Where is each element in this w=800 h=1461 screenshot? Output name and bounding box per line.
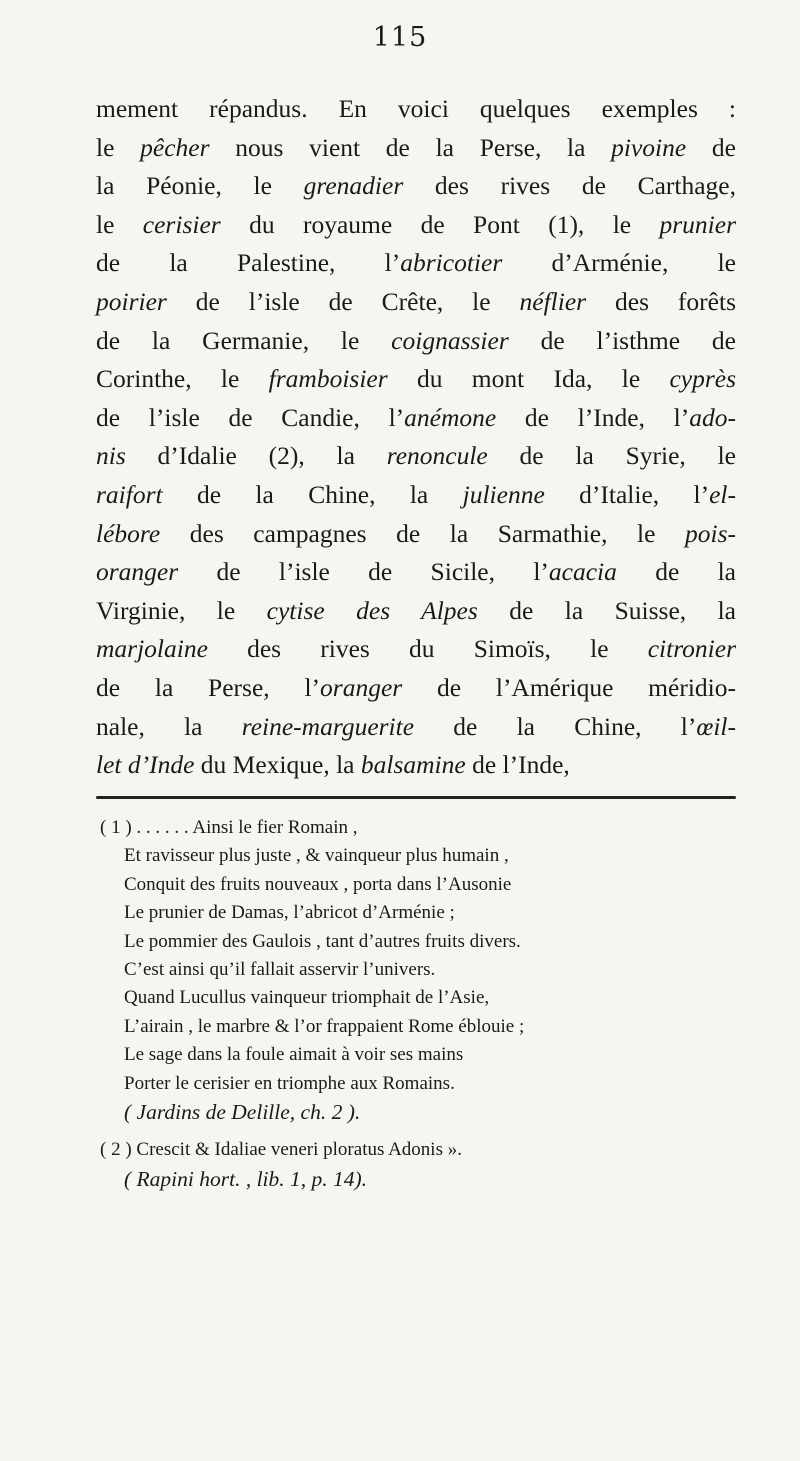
footnotes <box>100 814 740 1193</box>
text-run: des campagnes de la Sarmathie, le <box>160 518 685 548</box>
italic-term: renoncule <box>386 441 488 471</box>
italic-term: julienne <box>462 479 545 509</box>
text-run: nale, la <box>96 711 242 741</box>
footnote-1-verse: Le pommier des Gaulois , tant d’autres fruits divers. <box>124 930 521 952</box>
footnote-1-verse: Conquit des fruits nouveaux , porta dans l’Ausonie <box>124 873 512 895</box>
italic-term: prunier <box>659 209 736 239</box>
text-run: de la Chine, l’ <box>414 711 697 741</box>
italic-term: oranger <box>320 672 403 702</box>
italic-term: marjolaine <box>96 634 208 664</box>
footnote-1-verse: Le prunier de Damas, l’abricot d’Arménie ; <box>124 902 455 924</box>
text-run: Virginie, le <box>96 595 267 625</box>
footnote-1-verse: Et ravisseur plus juste , & vainqueur plus humain , <box>124 845 509 867</box>
text-run: de la Palestine, l’ <box>96 248 401 278</box>
footnote-1-verse: Quand Lucullus vainqueur triomphait de l’Asie, <box>124 987 490 1009</box>
italic-term: raifort <box>96 479 163 509</box>
text-line <box>96 592 736 631</box>
text-line <box>96 708 736 747</box>
text-run: de <box>686 132 736 162</box>
italic-term: pivoine <box>611 132 687 162</box>
text-line <box>96 746 736 785</box>
italic-term: reine-marguerite <box>241 711 415 741</box>
text-run: le <box>96 132 141 162</box>
text-run: de la <box>616 557 736 587</box>
text-line <box>96 360 736 399</box>
italic-term: pois- <box>685 518 736 548</box>
text-run: du royaume de Pont (1), le <box>220 209 660 239</box>
text-run: des rives du Simoïs, le <box>207 634 648 664</box>
text-run: de l’isthme de <box>508 325 736 355</box>
text-run: d’Arménie, le <box>502 248 736 278</box>
text-run: d’Italie, l’ <box>544 479 710 509</box>
italic-term: cytise des Alpes <box>266 595 478 625</box>
footnote-rule <box>96 796 736 799</box>
italic-term: poirier <box>96 286 167 316</box>
italic-term: néflier <box>519 286 587 316</box>
italic-term: coignassier <box>391 325 509 355</box>
text-run: d’Idalie (2), la <box>125 441 387 471</box>
text-run: la Péonie, le <box>96 171 304 201</box>
italic-term: nis <box>96 441 126 471</box>
footnote-1-verse: C’est ainsi qu’il fallait asservir l’univers. <box>124 959 436 981</box>
italic-term: œil- <box>696 711 737 741</box>
text-line <box>96 437 736 476</box>
text-line <box>96 669 736 708</box>
footnote-1-lead: ( 1 ) . . . . . . Ainsi le fier Romain , <box>100 817 358 838</box>
text-run: mement répandus. En voici quelques exemples : <box>96 94 736 123</box>
text-line <box>96 399 736 438</box>
text-line <box>96 244 736 283</box>
italic-term: abricotier <box>400 248 503 278</box>
text-run: le <box>96 209 143 239</box>
italic-term: cerisier <box>142 209 221 239</box>
italic-term: cyprès <box>669 364 737 394</box>
footnote-2-text: ( 2 ) Crescit & Idaliae veneri ploratus Adonis ». <box>100 1139 462 1161</box>
footnote-2-citation: ( Rapini hort. , lib. 1, p. 14). <box>124 1166 368 1191</box>
italic-term: grenadier <box>303 171 404 201</box>
footnote-1-citation: ( Jardins de Delille, ch. 2 ). <box>124 1100 361 1125</box>
footnote-1-verse: Le sage dans la foule aimait à voir ses mains <box>124 1044 464 1066</box>
page-number: 115 <box>372 22 428 53</box>
italic-term: el- <box>709 479 736 509</box>
text-run: de l’isle de Sicile, l’ <box>178 557 549 587</box>
text-line <box>96 476 736 515</box>
text-line <box>96 90 736 129</box>
text-run: de l’Amérique méridio- <box>402 672 736 702</box>
italic-term: balsamine <box>360 750 466 780</box>
text-run: des rives de Carthage, <box>403 171 736 201</box>
text-run: Corinthe, le <box>96 364 269 394</box>
text-run: de la Suisse, la <box>477 595 736 625</box>
text-run: des forêts <box>586 286 736 316</box>
text-run: du Mexique, la <box>194 750 361 780</box>
text-run: de la Perse, l’ <box>96 672 321 702</box>
italic-term: anémone <box>404 402 497 432</box>
text-line <box>96 515 736 554</box>
text-line <box>96 553 736 592</box>
text-run: de la Chine, la <box>162 479 463 509</box>
footnote-1-verse: Porter le cerisier en triomphe aux Romains. <box>124 1072 455 1094</box>
text-run: de la Germanie, le <box>96 325 392 355</box>
footnote-1-verse: L’airain , le marbre & l’or frappaient Rome éblouie ; <box>124 1015 525 1037</box>
italic-term: ado- <box>689 402 737 432</box>
italic-term: oranger <box>96 557 179 587</box>
main-text <box>96 90 736 785</box>
italic-term: citronier <box>647 634 736 664</box>
italic-term: let d’Inde <box>96 750 195 780</box>
text-run: du mont Ida, le <box>387 364 670 394</box>
text-line <box>96 283 736 322</box>
italic-term: lébore <box>96 518 161 548</box>
italic-term: acacia <box>548 557 617 587</box>
text-line <box>96 167 736 206</box>
text-run: de l’isle de Crête, le <box>166 286 520 316</box>
text-run: de l’isle de Candie, l’ <box>96 402 405 432</box>
text-run: de l’Inde, l’ <box>496 402 690 432</box>
text-line <box>96 322 736 361</box>
text-line <box>96 129 736 168</box>
italic-term: framboisier <box>268 364 388 394</box>
text-line <box>96 206 736 245</box>
text-run: nous vient de la Perse, la <box>209 132 612 162</box>
text-line <box>96 630 736 669</box>
text-run: de la Syrie, le <box>487 441 736 471</box>
text-run: de l’Inde, <box>465 750 570 780</box>
italic-term: pêcher <box>140 132 210 162</box>
